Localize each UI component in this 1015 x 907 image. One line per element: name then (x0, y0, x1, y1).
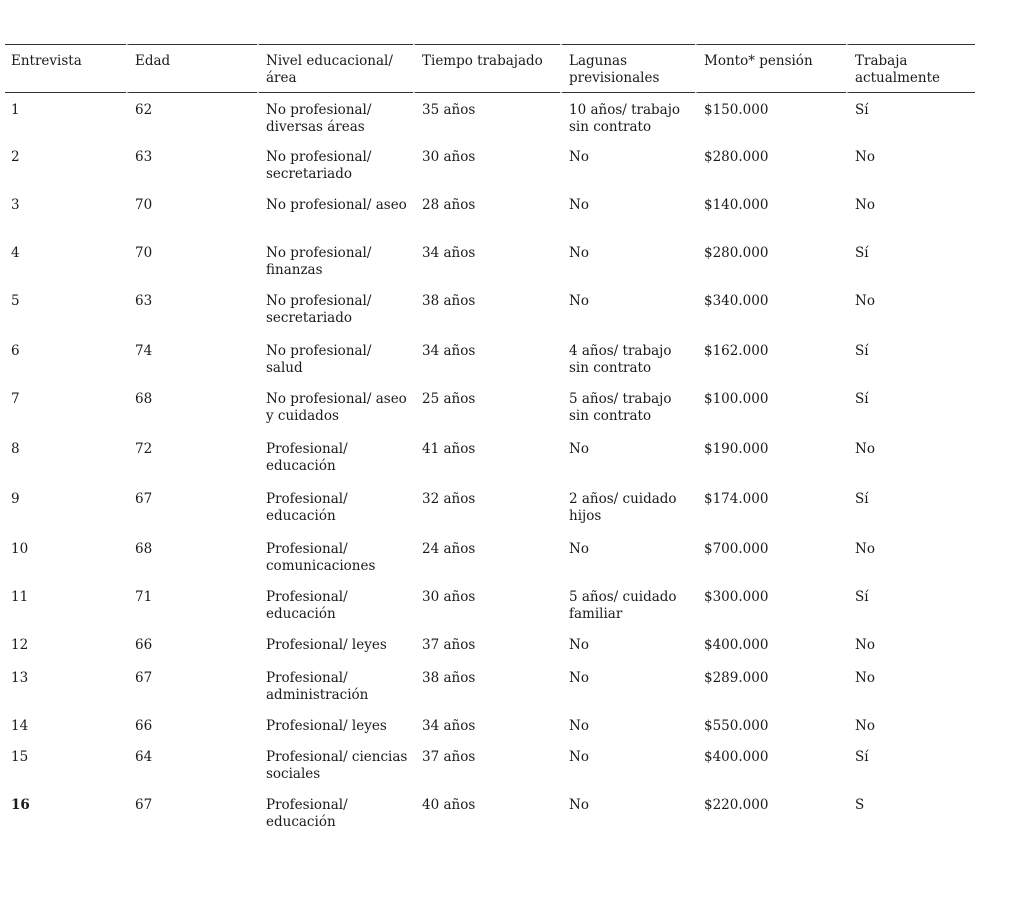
cell-lagunas-previsionales: No (560, 662, 695, 710)
cell-tiempo-trabajado: 34 años (413, 710, 560, 741)
cell-trabaja-actualmente: Sí (846, 237, 975, 285)
cell-lagunas-previsionales: 5 años/ cuidado familiar (560, 581, 695, 629)
cell-monto-pension: $220.000 (695, 789, 846, 837)
cell-tiempo-trabajado: 37 años (413, 629, 560, 662)
cell-trabaja-actualmente: No (846, 141, 975, 189)
cell-trabaja-actualmente: No (846, 285, 975, 335)
cell-edad: 66 (126, 710, 257, 741)
header-entrevista: Entrevista (5, 44, 126, 93)
cell-lagunas-previsionales: 5 años/ trabajo sin contrato (560, 383, 695, 433)
cell-monto-pension: $550.000 (695, 710, 846, 741)
table-row (5, 581, 975, 629)
header-lagunas-previsionales: Lagunas previsionales (560, 44, 695, 93)
header-tiempo-trabajado: Tiempo trabajado (413, 44, 560, 93)
cell-monto-pension: $280.000 (695, 237, 846, 285)
cell-edad: 70 (126, 189, 257, 237)
cell-lagunas-previsionales: No (560, 533, 695, 581)
cell-entrevista: 3 (11, 197, 20, 213)
cell-edad: 63 (126, 141, 257, 189)
cell-entrevista: 8 (11, 441, 20, 457)
cell-tiempo-trabajado: 38 años (413, 285, 560, 335)
cell-monto-pension: $280.000 (695, 141, 846, 189)
pension-interview-table (5, 44, 975, 837)
header-trabaja-actualmente: Trabaja actualmente (846, 44, 975, 93)
cell-edad: 67 (126, 483, 257, 533)
cell-entrevista: 5 (11, 293, 20, 309)
table-row (5, 141, 975, 189)
cell-edad: 62 (126, 93, 257, 141)
cell-trabaja-actualmente: Sí (846, 483, 975, 533)
cell-nivel-educacional: Profesional/ comunicaciones (257, 533, 413, 581)
cell-nivel-educacional: No profesional/ salud (257, 335, 413, 383)
cell-trabaja-actualmente: No (846, 629, 975, 662)
cell-entrevista: 7 (11, 391, 20, 407)
cell-tiempo-trabajado: 25 años (413, 383, 560, 433)
table-row (5, 433, 975, 483)
cell-lagunas-previsionales: No (560, 189, 695, 237)
cell-nivel-educacional: Profesional/ educación (257, 581, 413, 629)
table-row (5, 285, 975, 335)
cell-edad: 72 (126, 433, 257, 483)
cell-edad: 67 (126, 789, 257, 837)
cell-nivel-educacional: Profesional/ administración (257, 662, 413, 710)
header-nivel-educacional: Nivel educacional/área (257, 44, 413, 93)
cell-lagunas-previsionales: No (560, 741, 695, 789)
cell-monto-pension: $400.000 (695, 629, 846, 662)
table-row (5, 93, 975, 141)
cell-nivel-educacional: Profesional/ educación (257, 483, 413, 533)
cell-monto-pension: $300.000 (695, 581, 846, 629)
cell-monto-pension: $340.000 (695, 285, 846, 335)
table-row (5, 710, 975, 741)
cell-entrevista: 14 (11, 718, 29, 734)
cell-lagunas-previsionales: 4 años/ trabajo sin contrato (560, 335, 695, 383)
cell-entrevista: 16 (11, 797, 30, 813)
cell-trabaja-actualmente: Sí (846, 581, 975, 629)
cell-tiempo-trabajado: 40 años (413, 789, 560, 837)
cell-monto-pension: $289.000 (695, 662, 846, 710)
cell-trabaja-actualmente: Sí (846, 93, 975, 141)
cell-edad: 67 (126, 662, 257, 710)
cell-trabaja-actualmente: Sí (846, 383, 975, 433)
cell-nivel-educacional: Profesional/ leyes (257, 710, 413, 741)
cell-edad: 70 (126, 237, 257, 285)
cell-trabaja-actualmente: No (846, 533, 975, 581)
cell-entrevista: 1 (11, 102, 20, 118)
cell-entrevista: 15 (11, 749, 29, 765)
cell-entrevista: 13 (11, 670, 29, 686)
cell-nivel-educacional: No profesional/ finanzas (257, 237, 413, 285)
cell-monto-pension: $700.000 (695, 533, 846, 581)
cell-nivel-educacional: No profesional/ diversas áreas (257, 93, 413, 141)
cell-entrevista: 2 (11, 149, 20, 165)
cell-tiempo-trabajado: 37 años (413, 741, 560, 789)
cell-tiempo-trabajado: 35 años (413, 93, 560, 141)
table-row (5, 189, 975, 237)
cell-tiempo-trabajado: 30 años (413, 141, 560, 189)
cell-tiempo-trabajado: 34 años (413, 237, 560, 285)
cell-tiempo-trabajado: 41 años (413, 433, 560, 483)
cell-edad: 64 (126, 741, 257, 789)
header-row (5, 44, 975, 93)
cell-lagunas-previsionales: 10 años/ trabajo sin contrato (560, 93, 695, 141)
cell-lagunas-previsionales: No (560, 789, 695, 837)
table-row (5, 335, 975, 383)
cell-edad: 68 (126, 383, 257, 433)
cell-edad: 68 (126, 533, 257, 581)
cell-nivel-educacional: No profesional/ aseo y cuidados (257, 383, 413, 433)
table-body (5, 93, 975, 837)
cell-monto-pension: $190.000 (695, 433, 846, 483)
cell-nivel-educacional: No profesional/ secretariado (257, 141, 413, 189)
table-row (5, 789, 975, 837)
table-row (5, 483, 975, 533)
cell-entrevista: 9 (11, 491, 20, 507)
cell-lagunas-previsionales: No (560, 710, 695, 741)
cell-tiempo-trabajado: 32 años (413, 483, 560, 533)
cell-monto-pension: $400.000 (695, 741, 846, 789)
cell-trabaja-actualmente: No (846, 189, 975, 237)
cell-lagunas-previsionales: No (560, 237, 695, 285)
header-edad: Edad (126, 44, 257, 93)
cell-entrevista: 12 (11, 637, 29, 653)
cell-edad: 63 (126, 285, 257, 335)
cell-lagunas-previsionales: No (560, 629, 695, 662)
cell-tiempo-trabajado: 28 años (413, 189, 560, 237)
cell-trabaja-actualmente: No (846, 433, 975, 483)
table-row (5, 629, 975, 662)
cell-trabaja-actualmente: Sí (846, 741, 975, 789)
cell-nivel-educacional: Profesional/ educación (257, 789, 413, 837)
cell-nivel-educacional: Profesional/ educación (257, 433, 413, 483)
cell-nivel-educacional: No profesional/ secretariado (257, 285, 413, 335)
cell-trabaja-actualmente: S (846, 789, 975, 837)
cell-entrevista: 11 (11, 589, 29, 605)
table-row (5, 533, 975, 581)
cell-tiempo-trabajado: 34 años (413, 335, 560, 383)
cell-monto-pension: $174.000 (695, 483, 846, 533)
cell-trabaja-actualmente: Sí (846, 335, 975, 383)
cell-entrevista: 10 (11, 541, 29, 557)
cell-tiempo-trabajado: 24 años (413, 533, 560, 581)
cell-tiempo-trabajado: 38 años (413, 662, 560, 710)
cell-nivel-educacional: No profesional/ aseo (257, 189, 413, 237)
cell-lagunas-previsionales: 2 años/ cuidado hijos (560, 483, 695, 533)
cell-monto-pension: $100.000 (695, 383, 846, 433)
cell-edad: 74 (126, 335, 257, 383)
cell-trabaja-actualmente: No (846, 662, 975, 710)
cell-tiempo-trabajado: 30 años (413, 581, 560, 629)
cell-lagunas-previsionales: No (560, 433, 695, 483)
header-monto-pension: Monto* pensión (695, 44, 846, 93)
cell-nivel-educacional: Profesional/ leyes (257, 629, 413, 662)
cell-lagunas-previsionales: No (560, 141, 695, 189)
cell-entrevista: 4 (11, 245, 20, 261)
table-row (5, 662, 975, 710)
cell-nivel-educacional: Profesional/ ciencias sociales (257, 741, 413, 789)
cell-monto-pension: $162.000 (695, 335, 846, 383)
table-row (5, 237, 975, 285)
cell-monto-pension: $140.000 (695, 189, 846, 237)
cell-monto-pension: $150.000 (695, 93, 846, 141)
cell-lagunas-previsionales: No (560, 285, 695, 335)
cell-edad: 71 (126, 581, 257, 629)
cell-edad: 66 (126, 629, 257, 662)
table-row (5, 741, 975, 789)
table-row (5, 383, 975, 433)
cell-trabaja-actualmente: No (846, 710, 975, 741)
cell-entrevista: 6 (11, 343, 20, 359)
